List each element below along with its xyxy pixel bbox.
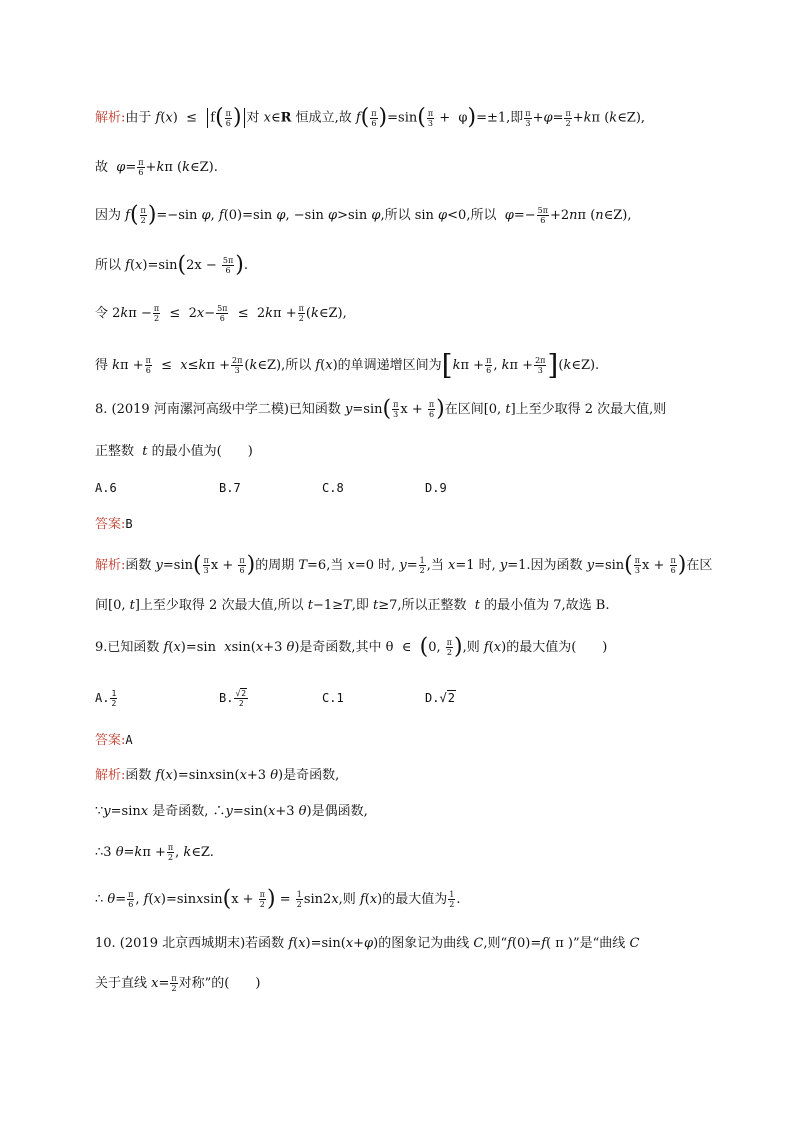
solution-line-2: 故 φ= $\frac{\pi}{6}$ +kπ (k∈Z). bbox=[95, 158, 218, 177]
explanation-9-line-1: 解析:函数 f(x)=sinxsin(x+3 θ)是奇函数, bbox=[95, 768, 340, 783]
solution-line-6: 得 kπ + $\frac{\pi}{6}$ ≤ x≤kπ + $\frac{2\pi}{3}$ (k∈Z),所以 f(x)的单调递增区间为[kπ + $\frac{\pi}{6}$ , kπ + $\frac{2\pi}{3}$ ](k∈Z). bbox=[95, 348, 600, 382]
question-8-cont: 正整数 t 的最小值为( ) bbox=[95, 444, 253, 459]
solution-line-5: 令 2kπ − $\frac{\pi}{2}$ ≤ 2x− $\frac{5\pi}{6}$ ≤ 2kπ + $\frac{\pi}{2}$ (k∈Z), bbox=[95, 304, 347, 323]
option-c: C.8 bbox=[322, 481, 344, 495]
answer-8 bbox=[95, 514, 133, 535]
answer-value: B bbox=[125, 517, 133, 531]
solution-line-1: 解析:由于 f(x) ≤ f( $\frac{\pi}{6}$ ) 对 x∈R 恒成立,故 f( $\frac{\pi}{6}$ )=sin( $\frac{\pi}{3}$ + φ)=±1,即 $\frac{\pi}{3}$ +φ= $\frac{\pi}{2}$ +kπ (k∈Z), bbox=[95, 105, 646, 130]
explanation-9-line-4: ∴ θ= $\frac{\pi}{6}$ , f(x)=sinxsin(x + $\frac{\pi}{2}$ ) = $\frac{1}{2}$ sin2x,则 f(x)的最大值为 $\frac{1}{2}$ . bbox=[95, 886, 461, 912]
answer-9 bbox=[95, 730, 133, 751]
solution-line-3: 因为 f( $\frac{\pi}{2}$ )=−sin φ, f(0)=sin φ, −sin φ>sin φ,所以 sin φ<0,所以 φ=− $\frac{5\pi}{6}$ +2nπ (n∈Z), bbox=[95, 202, 632, 228]
answer-value: A bbox=[125, 733, 133, 747]
analysis-label: 解析: bbox=[95, 110, 126, 126]
question-8: 8. (2019 河南漯河高级中学二模)已知函数 y=sin( $\frac{\pi}{3}$ x + $\frac{\pi}{6}$ )在区间[0, t]上至少取得 2 次最大值,则 bbox=[95, 396, 667, 422]
option-d: D.√2 bbox=[425, 691, 455, 705]
explanation-8-line-1: 解析:函数 y=sin( $\frac{\pi}{3}$ x + $\frac{\pi}{6}$ )的周期 T=6,当 x=0 时, y= $\frac{1}{2}$ ,当 x=1 时, y=1.因为函数 y=sin( $\frac{\pi}{3}$ x + $\frac{\pi}{6}$ )在区 bbox=[95, 552, 713, 578]
analysis-label: 解析: bbox=[95, 558, 126, 573]
explanation-9-line-2: ∵y=sinx 是奇函数, ∴y=sin(x+3 θ)是偶函数, bbox=[95, 804, 368, 819]
option-a: A. $\frac{1}{2}$ bbox=[95, 689, 117, 708]
option-a: A.6 bbox=[95, 481, 117, 495]
solution-line-4: 所以 f(x)=sin(2x − $\frac{5\pi}{6}$ ). bbox=[95, 252, 248, 278]
answer-label: 答案: bbox=[95, 733, 126, 748]
option-b: B. $\frac{√2}{2}$ bbox=[219, 689, 247, 708]
option-d: D.9 bbox=[425, 481, 447, 495]
option-c: C.1 bbox=[322, 691, 344, 705]
explanation-9-line-3: ∴3 θ=kπ + $\frac{\pi}{2}$ , k∈Z. bbox=[95, 843, 214, 862]
question-10: 10. (2019 北京西城期末)若函数 f(x)=sin(x+φ)的图象记为曲线 C,则“f(0)=f( π )”是“曲线 C bbox=[95, 936, 640, 951]
question-9: 9.已知函数 f(x)=sin xsin(x+3 θ)是奇函数,其中 θ ∈ (0, $\frac{\pi}{2}$ ),则 f(x)的最大值为( ) bbox=[95, 634, 608, 660]
analysis-label: 解析: bbox=[95, 768, 126, 783]
option-b: B.7 bbox=[219, 481, 241, 495]
question-10-cont: 关于直线 x= $\frac{\pi}{2}$ 对称”的( ) bbox=[95, 974, 261, 993]
explanation-8-line-2: 间[0, t]上至少取得 2 次最大值,所以 t−1≥T,即 t≥7,所以正整数 t 的最小值为 7,故选 B. bbox=[95, 598, 610, 613]
answer-label: 答案: bbox=[95, 517, 126, 532]
